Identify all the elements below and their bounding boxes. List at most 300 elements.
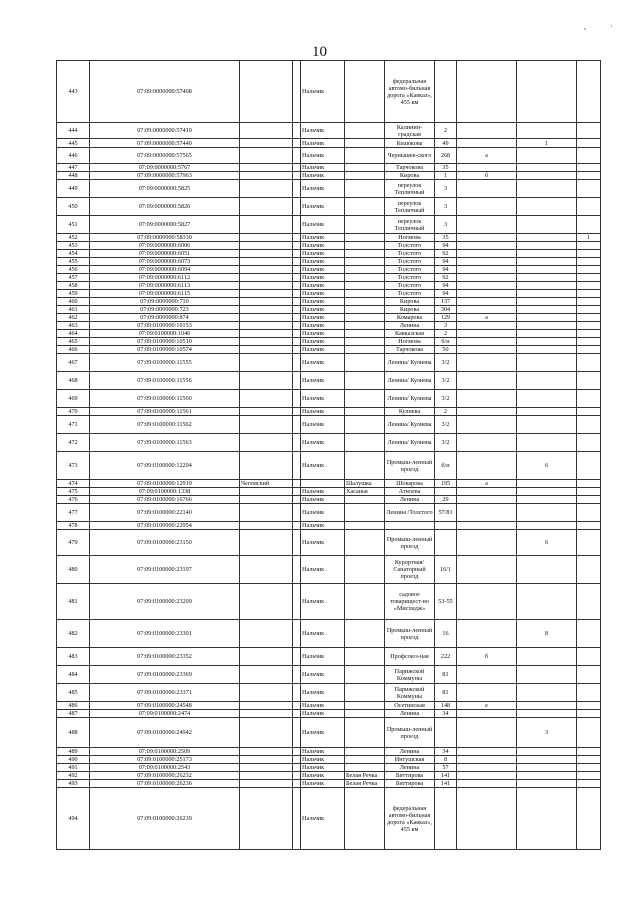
city-cell: Нальчик (301, 666, 345, 684)
spacer-cell (293, 710, 301, 718)
row-number-cell: 491 (57, 764, 90, 772)
block-cell (517, 346, 577, 354)
cadastral-number-cell: 07:09:0000000:6073 (90, 258, 240, 266)
street-cell: Чернышев-ского (385, 148, 435, 164)
street-cell: Биттирова (385, 772, 435, 780)
house-number-cell: 34 (435, 710, 457, 718)
row-number-cell: 444 (57, 123, 90, 139)
spacer-cell (293, 338, 301, 346)
city-cell: Нальчик (301, 216, 345, 234)
block-cell (517, 584, 577, 620)
city-cell: Нальчик (301, 242, 345, 250)
district-cell (240, 322, 293, 330)
row-number-cell: 482 (57, 620, 90, 648)
block-cell (517, 298, 577, 306)
spacer-cell (293, 242, 301, 250)
letter-cell (457, 164, 517, 172)
block-cell (517, 684, 577, 702)
table-row (57, 416, 601, 434)
settlement-cell (345, 164, 385, 172)
street-cell: Ленина/ Кулиева (385, 390, 435, 408)
house-number-cell: 94 (435, 258, 457, 266)
extra-cell (577, 684, 601, 702)
extra-cell (577, 480, 601, 488)
district-cell (240, 764, 293, 772)
spacer-cell (293, 684, 301, 702)
cadastral-number-cell: 07:09:0100000:12919 (90, 480, 240, 488)
house-number-cell: 94 (435, 266, 457, 274)
spacer-cell (293, 408, 301, 416)
row-number-cell: 460 (57, 298, 90, 306)
city-cell: Нальчик (301, 282, 345, 290)
street-cell: Калинин-градская (385, 123, 435, 139)
row-number-cell: 451 (57, 216, 90, 234)
cadastral-number-cell: 07:09:0100000:26239 (90, 788, 240, 850)
table-row (57, 234, 601, 242)
block-cell (517, 164, 577, 172)
spacer-cell (293, 123, 301, 139)
city-cell: Нальчик (301, 702, 345, 710)
block-cell (517, 416, 577, 434)
spacer-cell (293, 234, 301, 242)
house-number-cell: 50 (435, 346, 457, 354)
row-number-cell: 473 (57, 452, 90, 480)
district-cell (240, 522, 293, 530)
cadastral-number-cell: 07:09:0100000:23301 (90, 620, 240, 648)
spacer-cell (293, 764, 301, 772)
block-cell (517, 148, 577, 164)
block-cell (517, 702, 577, 710)
cadastral-number-cell: 07:09:0100000:11555 (90, 354, 240, 372)
city-cell: Нальчик (301, 684, 345, 702)
settlement-cell (345, 390, 385, 408)
cadastral-number-cell: 07:09:0000000:57963 (90, 172, 240, 180)
row-number-cell: 478 (57, 522, 90, 530)
block-cell (517, 648, 577, 666)
spacer-cell (293, 346, 301, 354)
city-cell: Нальчик (301, 172, 345, 180)
block-cell (517, 266, 577, 274)
settlement-cell: Шалушка (345, 480, 385, 488)
street-cell: Курортная/ Санаторный проезд (385, 556, 435, 584)
spacer-cell (293, 780, 301, 788)
settlement-cell (345, 61, 385, 123)
block-cell (517, 274, 577, 282)
street-cell: Кулиева (385, 408, 435, 416)
spacer-cell (293, 164, 301, 172)
row-number-cell: 459 (57, 290, 90, 298)
cadastral-number-cell: 07:09:0000000:723 (90, 306, 240, 314)
house-number-cell: 35 (435, 234, 457, 242)
house-number-cell: 92 (435, 250, 457, 258)
block-cell (517, 216, 577, 234)
extra-cell (577, 718, 601, 748)
extra-cell (577, 258, 601, 266)
extra-cell (577, 620, 601, 648)
settlement-cell (345, 139, 385, 148)
district-cell (240, 242, 293, 250)
block-cell (517, 666, 577, 684)
spacer-cell (293, 298, 301, 306)
letter-cell (457, 180, 517, 198)
district-cell (240, 172, 293, 180)
cadastral-number-cell: 07:09:0100000:2474 (90, 710, 240, 718)
cadastral-number-cell: 07:09:0000000:5767 (90, 164, 240, 172)
district-cell (240, 372, 293, 390)
extra-cell (577, 666, 601, 684)
settlement-cell (345, 282, 385, 290)
letter-cell (457, 234, 517, 242)
district-cell (240, 180, 293, 198)
extra-cell (577, 306, 601, 314)
settlement-cell (345, 434, 385, 452)
corner-mark: , (584, 22, 586, 31)
settlement-cell (345, 258, 385, 266)
row-number-cell: 488 (57, 718, 90, 748)
extra-cell (577, 282, 601, 290)
district-cell (240, 61, 293, 123)
spacer-cell (293, 702, 301, 710)
table-row (57, 480, 601, 488)
cadastral-number-cell: 07:09:0100000:22954 (90, 522, 240, 530)
letter-cell (457, 718, 517, 748)
table-row (57, 488, 601, 496)
table-row (57, 123, 601, 139)
table-row (57, 258, 601, 266)
spacer-cell (293, 61, 301, 123)
cadastral-number-cell: 07:09:0100000:22140 (90, 504, 240, 522)
settlement-cell (345, 530, 385, 556)
extra-cell (577, 61, 601, 123)
extra-cell (577, 338, 601, 346)
district-cell (240, 530, 293, 556)
spacer-cell (293, 216, 301, 234)
city-cell: Нальчик (301, 780, 345, 788)
city-cell: Нальчик (301, 322, 345, 330)
extra-cell (577, 772, 601, 780)
letter-cell (457, 684, 517, 702)
district-cell (240, 306, 293, 314)
settlement-cell (345, 756, 385, 764)
row-number-cell: 484 (57, 666, 90, 684)
city-cell: Нальчик (301, 648, 345, 666)
street-cell: Ногмова (385, 338, 435, 346)
street-cell: Кешокова (385, 139, 435, 148)
city-cell: Нальчик (301, 710, 345, 718)
letter-cell (457, 216, 517, 234)
letter-cell (457, 748, 517, 756)
cadastral-number-cell: 07:09:0000000:5826 (90, 198, 240, 216)
block-cell (517, 330, 577, 338)
row-number-cell: 476 (57, 496, 90, 504)
letter-cell (457, 330, 517, 338)
street-cell: федеральная автомо-бильная дорога «Кавказ», 455 км (385, 61, 435, 123)
house-number-cell: 268 (435, 148, 457, 164)
spacer-cell (293, 314, 301, 322)
street-cell: Биттирова (385, 780, 435, 788)
letter-cell (457, 496, 517, 504)
street-cell: Парижской Коммуны (385, 684, 435, 702)
extra-cell (577, 556, 601, 584)
table-row (57, 718, 601, 748)
street-cell: Толстого (385, 282, 435, 290)
settlement-cell (345, 148, 385, 164)
city-cell: Нальчик (301, 718, 345, 748)
row-number-cell: 455 (57, 258, 90, 266)
extra-cell (577, 164, 601, 172)
block-cell (517, 488, 577, 496)
district-cell (240, 266, 293, 274)
table-row (57, 372, 601, 390)
district-cell (240, 250, 293, 258)
district-cell (240, 282, 293, 290)
spacer-cell (293, 416, 301, 434)
row-number-cell: 447 (57, 164, 90, 172)
extra-cell (577, 298, 601, 306)
settlement-cell (345, 180, 385, 198)
settlement-cell (345, 666, 385, 684)
house-number-cell: 35 (435, 164, 457, 172)
cadastral-number-cell: 07:09:0100000:10574 (90, 346, 240, 354)
row-number-cell: 464 (57, 330, 90, 338)
house-number-cell: 304 (435, 306, 457, 314)
street-cell: Парижской Коммуны (385, 666, 435, 684)
house-number-cell: б/н (435, 452, 457, 480)
street-cell: Ленина/ Кулиева (385, 416, 435, 434)
district-cell (240, 234, 293, 242)
district-cell (240, 584, 293, 620)
table-row (57, 504, 601, 522)
house-number-cell: 34 (435, 748, 457, 756)
letter-cell (457, 354, 517, 372)
letter-cell (457, 282, 517, 290)
settlement-cell (345, 322, 385, 330)
table-row (57, 648, 601, 666)
letter-cell (457, 61, 517, 123)
letter-cell (457, 250, 517, 258)
city-cell: Нальчик (301, 620, 345, 648)
street-cell: Толстого (385, 242, 435, 250)
settlement-cell (345, 788, 385, 850)
city-cell: Нальчик (301, 390, 345, 408)
spacer-cell (293, 772, 301, 780)
table-row (57, 756, 601, 764)
extra-cell (577, 504, 601, 522)
extra-cell (577, 266, 601, 274)
letter-cell (457, 710, 517, 718)
extra-cell (577, 780, 601, 788)
cadastral-number-cell: 07:09:0000000:57440 (90, 139, 240, 148)
corner-mark: · (610, 22, 613, 31)
table-row (57, 556, 601, 584)
extra-cell (577, 242, 601, 250)
city-cell: Нальчик (301, 788, 345, 850)
cadastral-number-cell: 07:09:0100000:11563 (90, 434, 240, 452)
table-row (57, 354, 601, 372)
letter-cell (457, 338, 517, 346)
block-cell (517, 496, 577, 504)
city-cell: Нальчик (301, 496, 345, 504)
extra-cell (577, 702, 601, 710)
district-cell (240, 772, 293, 780)
table-row (57, 702, 601, 710)
spacer-cell (293, 756, 301, 764)
table-body (57, 61, 601, 850)
city-cell: Нальчик (301, 180, 345, 198)
street-cell: Кирова (385, 172, 435, 180)
cadastral-number-cell: 07:09:0000000:6094 (90, 266, 240, 274)
letter-cell: а (457, 148, 517, 164)
spacer-cell (293, 306, 301, 314)
letter-cell (457, 764, 517, 772)
letter-cell (457, 322, 517, 330)
extra-cell (577, 434, 601, 452)
block-cell (517, 780, 577, 788)
settlement-cell (345, 306, 385, 314)
extra-cell (577, 274, 601, 282)
street-cell: Ленина/ Кулиева (385, 354, 435, 372)
district-cell (240, 748, 293, 756)
table-row (57, 408, 601, 416)
city-cell: Нальчик (301, 139, 345, 148)
street-cell: Толстого (385, 250, 435, 258)
extra-cell (577, 330, 601, 338)
house-number-cell: 8 (435, 756, 457, 764)
letter-cell: е (457, 702, 517, 710)
letter-cell (457, 772, 517, 780)
district-cell (240, 390, 293, 408)
spacer-cell (293, 522, 301, 530)
street-cell: переулок Тепличный (385, 180, 435, 198)
settlement-cell: Хасанья (345, 488, 385, 496)
row-number-cell: 468 (57, 372, 90, 390)
table-row (57, 684, 601, 702)
row-number-cell: 471 (57, 416, 90, 434)
spacer-cell (293, 530, 301, 556)
city-cell: Нальчик (301, 556, 345, 584)
block-cell (517, 180, 577, 198)
spacer-cell (293, 504, 301, 522)
settlement-cell: Белая Речка (345, 780, 385, 788)
table-row (57, 338, 601, 346)
letter-cell (457, 306, 517, 314)
city-cell: Нальчик (301, 772, 345, 780)
district-cell (240, 314, 293, 322)
letter-cell (457, 416, 517, 434)
row-number-cell: 452 (57, 234, 90, 242)
row-number-cell: 483 (57, 648, 90, 666)
house-number-cell: 94 (435, 282, 457, 290)
letter-cell: а (457, 314, 517, 322)
cadastral-number-cell: 07:09:0000000:57408 (90, 61, 240, 123)
cadastral-number-cell: 07:09:0100000:11562 (90, 416, 240, 434)
city-cell: Нальчик (301, 354, 345, 372)
spacer-cell (293, 748, 301, 756)
settlement-cell (345, 242, 385, 250)
block-cell (517, 408, 577, 416)
table-row (57, 198, 601, 216)
spacer-cell (293, 139, 301, 148)
house-number-cell: 3/2 (435, 372, 457, 390)
extra-cell (577, 139, 601, 148)
house-number-cell: 16/1 (435, 556, 457, 584)
extra-cell (577, 764, 601, 772)
extra-cell (577, 290, 601, 298)
cadastral-number-cell: 07:09:0100000:23197 (90, 556, 240, 584)
letter-cell (457, 198, 517, 216)
extra-cell (577, 346, 601, 354)
house-number-cell: 2 (435, 330, 457, 338)
house-number-cell: 141 (435, 772, 457, 780)
row-number-cell: 453 (57, 242, 90, 250)
block-cell: 1 (517, 139, 577, 148)
letter-cell (457, 780, 517, 788)
city-cell: Нальчик (301, 61, 345, 123)
block-cell: 3 (517, 718, 577, 748)
letter-cell (457, 488, 517, 496)
letter-cell (457, 556, 517, 584)
row-number-cell: 490 (57, 756, 90, 764)
house-number-cell: 3/2 (435, 354, 457, 372)
settlement-cell (345, 123, 385, 139)
cadastral-number-cell: 07:09:0000000:5827 (90, 216, 240, 234)
letter-cell (457, 408, 517, 416)
street-cell: Осетинская (385, 702, 435, 710)
cadastral-number-cell: 07:09:0100000:23371 (90, 684, 240, 702)
spacer-cell (293, 290, 301, 298)
row-number-cell: 445 (57, 139, 90, 148)
letter-cell (457, 390, 517, 408)
house-number-cell: 49 (435, 139, 457, 148)
city-cell: Нальчик (301, 338, 345, 346)
street-cell: Комарова (385, 314, 435, 322)
settlement-cell (345, 314, 385, 322)
spacer-cell (293, 648, 301, 666)
cadastral-number-cell: 07:09:0000000:6051 (90, 250, 240, 258)
spacer-cell (293, 274, 301, 282)
street-cell: Шокарова (385, 480, 435, 488)
district-cell (240, 780, 293, 788)
district-cell (240, 666, 293, 684)
settlement-cell: Белая Речка (345, 772, 385, 780)
street-cell: Толстого (385, 258, 435, 266)
settlement-cell (345, 416, 385, 434)
city-cell: Нальчик (301, 164, 345, 172)
block-cell (517, 234, 577, 242)
table-row (57, 330, 601, 338)
district-cell (240, 408, 293, 416)
district-cell (240, 290, 293, 298)
table-row (57, 530, 601, 556)
street-cell: Кавказская (385, 330, 435, 338)
district-cell (240, 452, 293, 480)
table-row (57, 139, 601, 148)
settlement-cell (345, 718, 385, 748)
cadastral-number-cell: 07:09:0100000:26232 (90, 772, 240, 780)
spacer-cell (293, 584, 301, 620)
house-number-cell: 57 (435, 764, 457, 772)
row-number-cell: 470 (57, 408, 90, 416)
block-cell (517, 788, 577, 850)
cadastral-number-cell: 07:09:0100000:16766 (90, 496, 240, 504)
cadastral-number-cell: 07:09:0100000:11556 (90, 372, 240, 390)
extra-cell (577, 788, 601, 850)
house-number-cell (435, 522, 457, 530)
block-cell: 6 (517, 530, 577, 556)
house-number-cell: 129 (435, 314, 457, 322)
cadastral-number-cell: 07:09:0000000:58330 (90, 234, 240, 242)
house-number-cell: 81 (435, 684, 457, 702)
